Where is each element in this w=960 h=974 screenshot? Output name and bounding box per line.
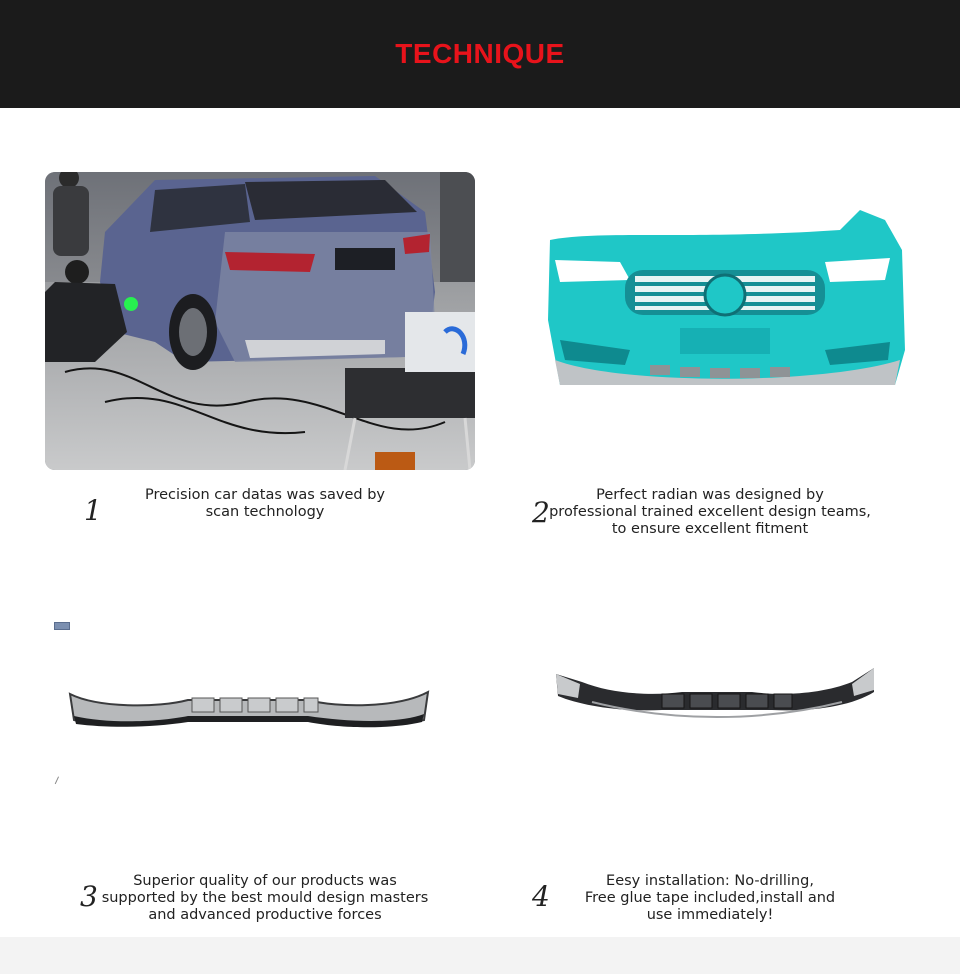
diffuser-render-installed: [552, 662, 880, 728]
tiny-badge-icon: [54, 622, 70, 630]
step-4-caption: [565, 873, 855, 924]
header-bar: [0, 0, 960, 108]
step-2-caption: [545, 487, 875, 538]
caption-line: to ensure excellent fitment: [611, 521, 809, 537]
caption-line: supported by the best mould design masters: [101, 890, 429, 906]
step-2-number: 2: [532, 496, 550, 529]
caption-line: use immediately!: [646, 907, 774, 923]
caption-line: Perfect radian was designed by: [596, 487, 824, 503]
caption-line: scan technology: [205, 504, 325, 520]
step-4-number: 4: [532, 880, 550, 913]
caption-line: Superior quality of our products was: [133, 873, 397, 889]
step-3-number: 3: [80, 880, 98, 913]
step-1-caption: [115, 487, 415, 521]
step-3-caption: [100, 873, 430, 924]
caption-line: professional trained excellent design teams,: [549, 504, 871, 520]
footer-strip: [0, 937, 960, 974]
caption-line: Free glue tape included,install and: [584, 890, 836, 906]
scan-model-image: [540, 200, 910, 420]
tiny-mark-icon: [55, 776, 67, 787]
caption-line: Eesy installation: No-drilling,: [606, 873, 814, 889]
scan-photo: [45, 172, 475, 470]
step-1-number: 1: [84, 494, 102, 527]
page-title: TECHNIQUE: [395, 38, 565, 69]
diffuser-render-gray: [68, 680, 430, 736]
caption-line: and advanced productive forces: [148, 907, 382, 923]
caption-line: Precision car datas was saved by: [144, 487, 385, 503]
